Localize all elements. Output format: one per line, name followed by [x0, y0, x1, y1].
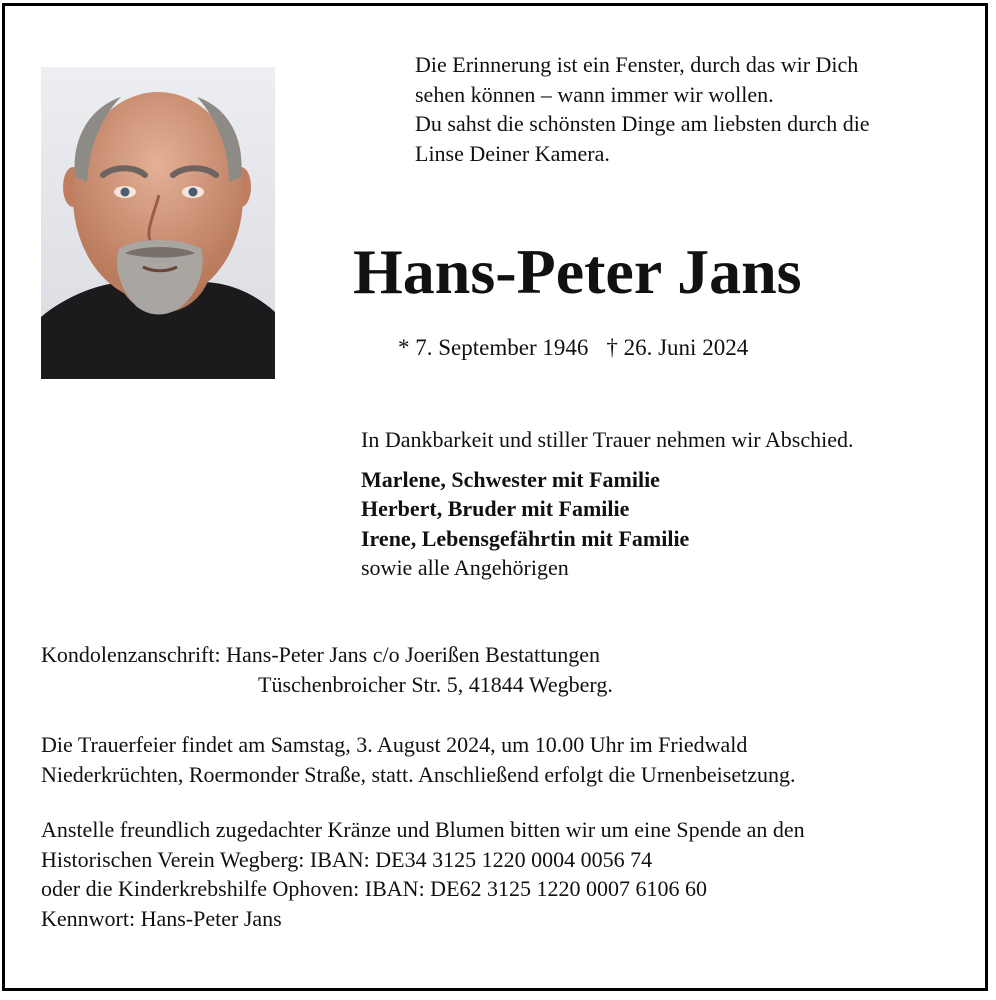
- other-relatives: sowie alle Angehörigen: [361, 555, 569, 580]
- mourner-name: Irene, Lebensgefährtin mit Familie: [361, 525, 690, 551]
- birth-date: * 7. September 1946: [398, 335, 589, 360]
- mourners-block: [361, 425, 853, 583]
- condolence-line: Kondolenzanschrift: Hans-Peter Jans c/o Joerißen Bestattungen: [41, 642, 601, 667]
- ceremony-line: Die Trauerfeier findet am Samstag, 3. August 2024, um 10.00 Uhr im Friedwald: [41, 732, 748, 757]
- condolence-street: Tüschenbroicher Str. 5, 41844 Wegberg.: [258, 671, 613, 697]
- death-date: † 26. Juni 2024: [606, 335, 749, 360]
- quote-line: Die Erinnerung ist ein Fenster, durch das wir Dich: [415, 52, 859, 77]
- donation-line: Anstelle freundlich zugedachter Kränze und Blumen bitten wir um eine Spende an den: [41, 817, 805, 842]
- mourner-name: Herbert, Bruder mit Familie: [361, 496, 630, 521]
- ceremony-info: [41, 730, 796, 789]
- deceased-name: Hans-Peter Jans: [353, 236, 802, 307]
- portrait-photo: [41, 67, 275, 379]
- condolence-address: [41, 640, 613, 699]
- ceremony-line: Niederkrüchten, Roermonder Straße, statt. Anschließend erfolgt die Urnenbeisetzung.: [41, 761, 796, 787]
- quote-line: sehen können – wann immer wir wollen.: [415, 81, 774, 107]
- donation-info: [41, 815, 805, 933]
- quote-line: Linse Deiner Kamera.: [415, 140, 610, 166]
- quote-line: Du sahst die schönsten Dinge am liebsten durch die: [415, 111, 870, 136]
- donation-line: Historischen Verein Wegberg: IBAN: DE34 3125 1220 0004 0056 74: [41, 846, 653, 872]
- life-dates: [398, 333, 748, 363]
- farewell-intro: In Dankbarkeit und stiller Trauer nehmen wir Abschied.: [361, 427, 854, 452]
- memorial-quote: [415, 50, 870, 168]
- mourner-name: Marlene, Schwester mit Familie: [361, 466, 660, 492]
- donation-line: oder die Kinderkrebshilfe Ophoven: IBAN: DE62 3125 1220 0007 6106 60: [41, 876, 708, 901]
- donation-keyword: Kennwort: Hans-Peter Jans: [41, 905, 282, 931]
